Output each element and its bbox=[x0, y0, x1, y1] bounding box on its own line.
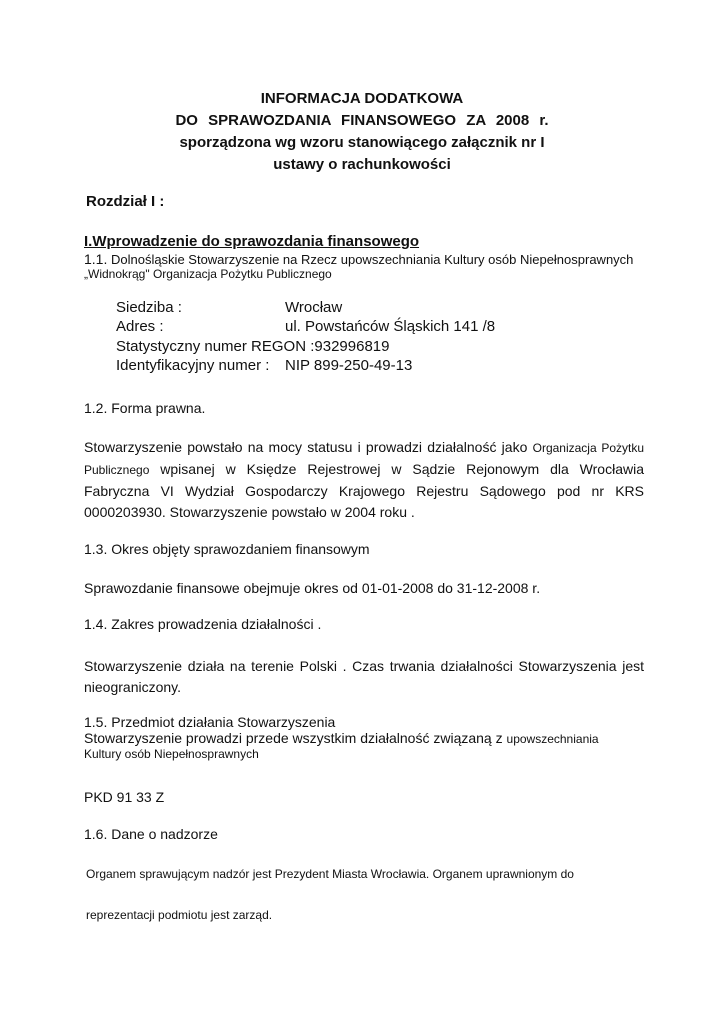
doc-title-line-1: INFORMACJA DODATKOWA bbox=[260, 90, 464, 107]
heading-1-3: 1.3. Okres objęty sprawozdaniem finansowym bbox=[84, 541, 370, 557]
legal-form-text-b: wpisanej w Księdze Rejestrowej w Sądzie Rejonowym dla Wrocławia Fabryczna VI Wydział Gospodarczy Krajowego Rejestru Sądowego pod nr KRS 0000203930. Stowarzyszenie powstało w 2004 roku . bbox=[84, 461, 644, 520]
regon-line: Statystyczny numer REGON :932996819 bbox=[116, 338, 390, 355]
heading-1-5: 1.5. Przedmiot działania Stowarzyszenia bbox=[84, 714, 336, 730]
address-value: ul. Powstańców Śląskich 141 /8 bbox=[285, 318, 496, 335]
nip-label: Identyfikacyjny numer : bbox=[116, 357, 270, 374]
chapter-heading: Rozdział I : bbox=[86, 193, 165, 210]
heading-1-6: 1.6. Dane o nadzorze bbox=[84, 826, 218, 842]
heading-1-4: 1.4. Zakres prowadzenia działalności . bbox=[84, 616, 322, 632]
activity-text-small: upowszechniania bbox=[506, 732, 599, 746]
heading-1-2: 1.2. Forma prawna. bbox=[84, 400, 206, 416]
org-name-text: Dolnośląskie Stowarzyszenie na Rzecz upowszechniania Kultury osób Niepełnosprawnych bbox=[107, 252, 634, 267]
doc-title-line-3: sporządzona wg wzoru stanowiącego załącznik nr I bbox=[179, 134, 545, 151]
nip-value: NIP 899-250-49-13 bbox=[285, 357, 413, 374]
address-label: Adres : bbox=[116, 318, 164, 335]
scope-paragraph: Stowarzyszenie działa na terenie Polski . Czas trwania działalności Stowarzyszenia jest nieograniczony. bbox=[84, 658, 644, 695]
activity-text-a: Stowarzyszenie prowadzi przede wszystkim działalność związaną z bbox=[84, 730, 507, 746]
pkd-code: PKD 91 33 Z bbox=[84, 789, 165, 805]
supervision-line-2: reprezentacji podmiotu jest zarząd. bbox=[86, 908, 273, 922]
seat-value: Wrocław bbox=[285, 299, 343, 316]
legal-form-text-a: Stowarzyszenie powstało na mocy statusu i prowadzi działalność jako bbox=[84, 439, 533, 455]
supervision-line-1: Organem sprawującym nadzór jest Prezydent Miasta Wrocławia. Organem uprawnionym do bbox=[86, 867, 574, 881]
org-name-line-1 bbox=[84, 251, 633, 267]
period-paragraph: Sprawozdanie finansowe obejmuje okres od 01-01-2008 do 31-12-2008 r. bbox=[84, 580, 541, 596]
paragraph-number: 1.1. bbox=[84, 251, 108, 267]
section-title: I.Wprowadzenie do sprawozdania finansowego bbox=[84, 233, 420, 250]
org-name-line-2: „Widnokrąg" Organizacja Pożytku Publicznego bbox=[84, 267, 332, 281]
legal-form-paragraph bbox=[84, 437, 644, 523]
legal-form-text-small: Organizacja Pożytku Publicznego bbox=[84, 441, 644, 477]
activity-line-1 bbox=[84, 730, 599, 746]
seat-label: Siedziba : bbox=[116, 299, 182, 316]
activity-line-2: Kultury osób Niepełnosprawnych bbox=[84, 747, 259, 761]
doc-title-line-2: DO SPRAWOZDANIA FINANSOWEGO ZA 2008 r. bbox=[175, 112, 549, 129]
doc-title-line-4: ustawy o rachunkowości bbox=[273, 156, 451, 173]
